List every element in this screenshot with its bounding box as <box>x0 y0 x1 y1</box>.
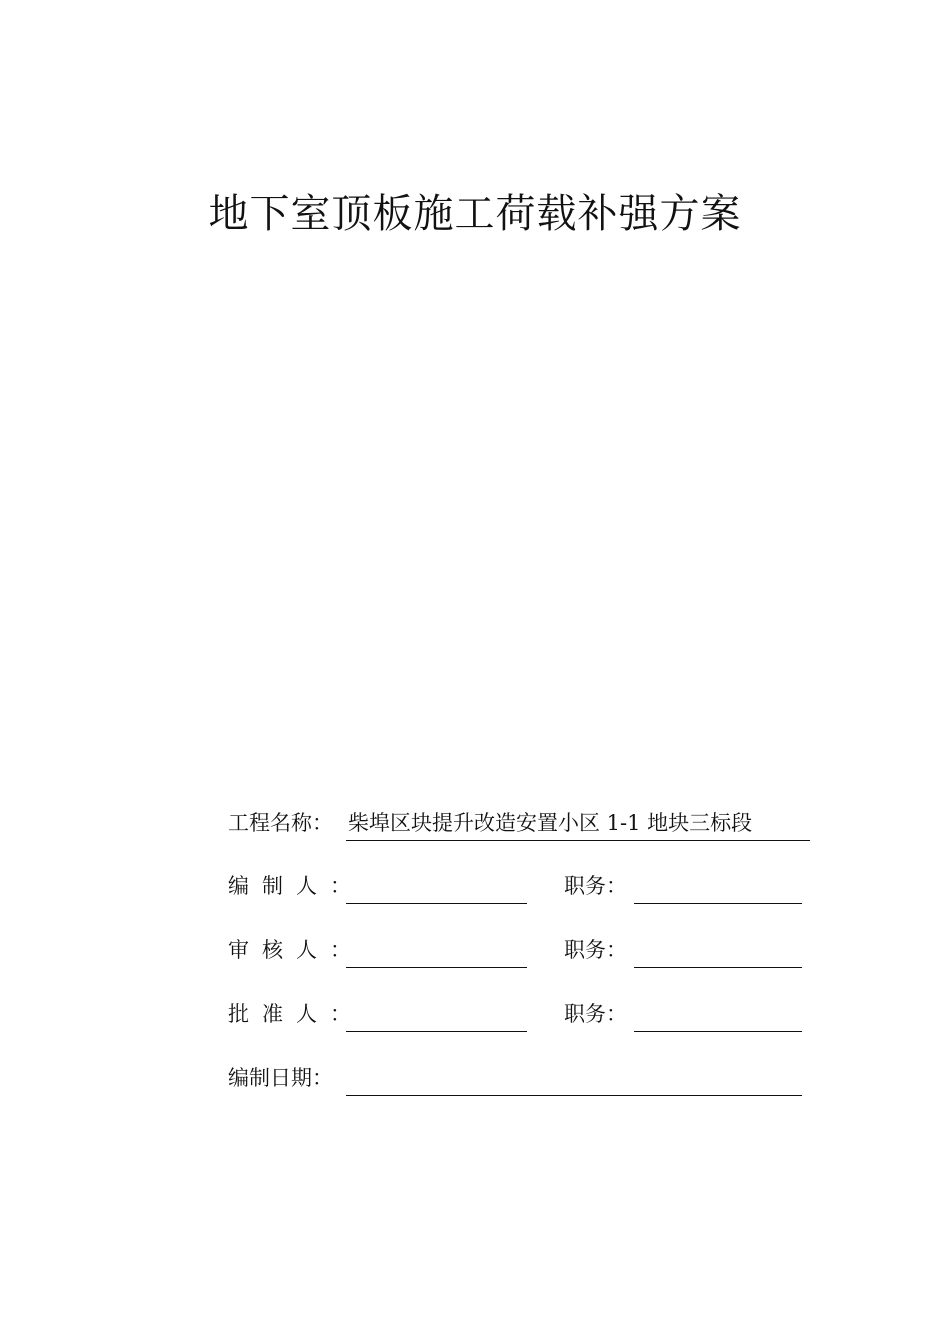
approver-field[interactable] <box>346 997 527 1032</box>
compiler-duty-field[interactable] <box>634 869 802 904</box>
project-value: 柴埠区块提升改造安置小区 1-1 地块三标段 <box>348 811 753 835</box>
reviewer-duty-field[interactable] <box>634 933 802 968</box>
compiler-field[interactable] <box>346 869 527 904</box>
approver-row <box>228 997 802 1031</box>
document-title: 地下室顶板施工荷载补强方案 <box>208 191 742 237</box>
reviewer-label: 审核人： <box>228 938 364 962</box>
project-field[interactable] <box>346 806 810 841</box>
compiler-label: 编制人： <box>228 874 364 898</box>
date-row <box>228 1061 802 1095</box>
approver-label: 批准人： <box>228 1002 364 1026</box>
project-label: 工程名称： <box>228 811 333 835</box>
reviewer-row <box>228 933 802 967</box>
date-label: 编制日期： <box>228 1066 333 1090</box>
approver-duty-field[interactable] <box>634 997 802 1032</box>
approver-duty-label: 职务： <box>564 1002 627 1026</box>
project-row <box>228 806 810 840</box>
date-field[interactable] <box>346 1061 802 1096</box>
compiler-row <box>228 869 802 903</box>
compiler-duty-label: 职务： <box>564 874 627 898</box>
reviewer-field[interactable] <box>346 933 527 968</box>
reviewer-duty-label: 职务： <box>564 938 627 962</box>
